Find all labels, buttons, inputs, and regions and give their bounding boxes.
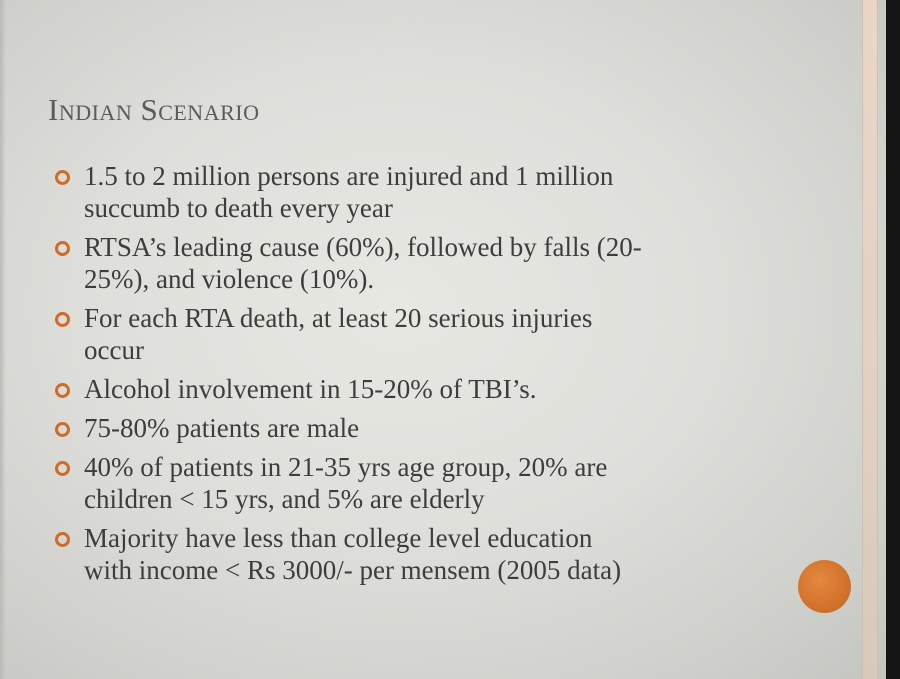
bullet-item bbox=[52, 451, 792, 515]
bullet-text-line: 25%), and violence (10%). bbox=[84, 264, 375, 294]
slide-left-edge bbox=[0, 0, 6, 679]
bullet-text-line: with income < Rs 3000/- per mensem (2005 data) bbox=[84, 555, 622, 585]
hollow-circle-bullet-icon bbox=[55, 170, 70, 185]
bullet-text-line: 75-80% patients are male bbox=[84, 413, 360, 443]
bullet-item bbox=[52, 302, 792, 366]
hollow-circle-bullet-icon bbox=[55, 312, 70, 327]
bullet-text-line: 1.5 to 2 million persons are injured and 1 million bbox=[84, 161, 614, 191]
orange-circle-icon bbox=[798, 560, 851, 613]
bullet-item bbox=[52, 412, 792, 444]
bullet-text-line: 40% of patients in 21-35 yrs age group, 20% are bbox=[84, 452, 608, 482]
bullet-list bbox=[52, 160, 792, 593]
bullet-item bbox=[52, 231, 792, 295]
bullet-text-line: Majority have less than college level education bbox=[84, 523, 593, 553]
projector-screen-edge bbox=[886, 0, 900, 679]
bullet-item bbox=[52, 160, 792, 224]
bullet-item bbox=[52, 373, 792, 405]
slide-side-stripe bbox=[862, 0, 878, 679]
bullet-text-line: succumb to death every year bbox=[84, 193, 393, 223]
hollow-circle-bullet-icon bbox=[55, 461, 70, 476]
slide-title: Indian Scenario bbox=[48, 92, 260, 127]
bullet-text-line: For each RTA death, at least 20 serious injuries bbox=[84, 303, 593, 333]
bullet-text-line: children < 15 yrs, and 5% are elderly bbox=[84, 484, 485, 514]
hollow-circle-bullet-icon bbox=[55, 532, 70, 547]
bullet-text-line: occur bbox=[84, 335, 144, 365]
hollow-circle-bullet-icon bbox=[55, 241, 70, 256]
hollow-circle-bullet-icon bbox=[55, 383, 70, 398]
hollow-circle-bullet-icon bbox=[55, 422, 70, 437]
bullet-text-line: RTSA’s leading cause (60%), followed by falls (20- bbox=[84, 232, 642, 262]
bullet-item bbox=[52, 522, 792, 586]
bullet-text-line: Alcohol involvement in 15-20% of TBI’s. bbox=[84, 374, 537, 404]
